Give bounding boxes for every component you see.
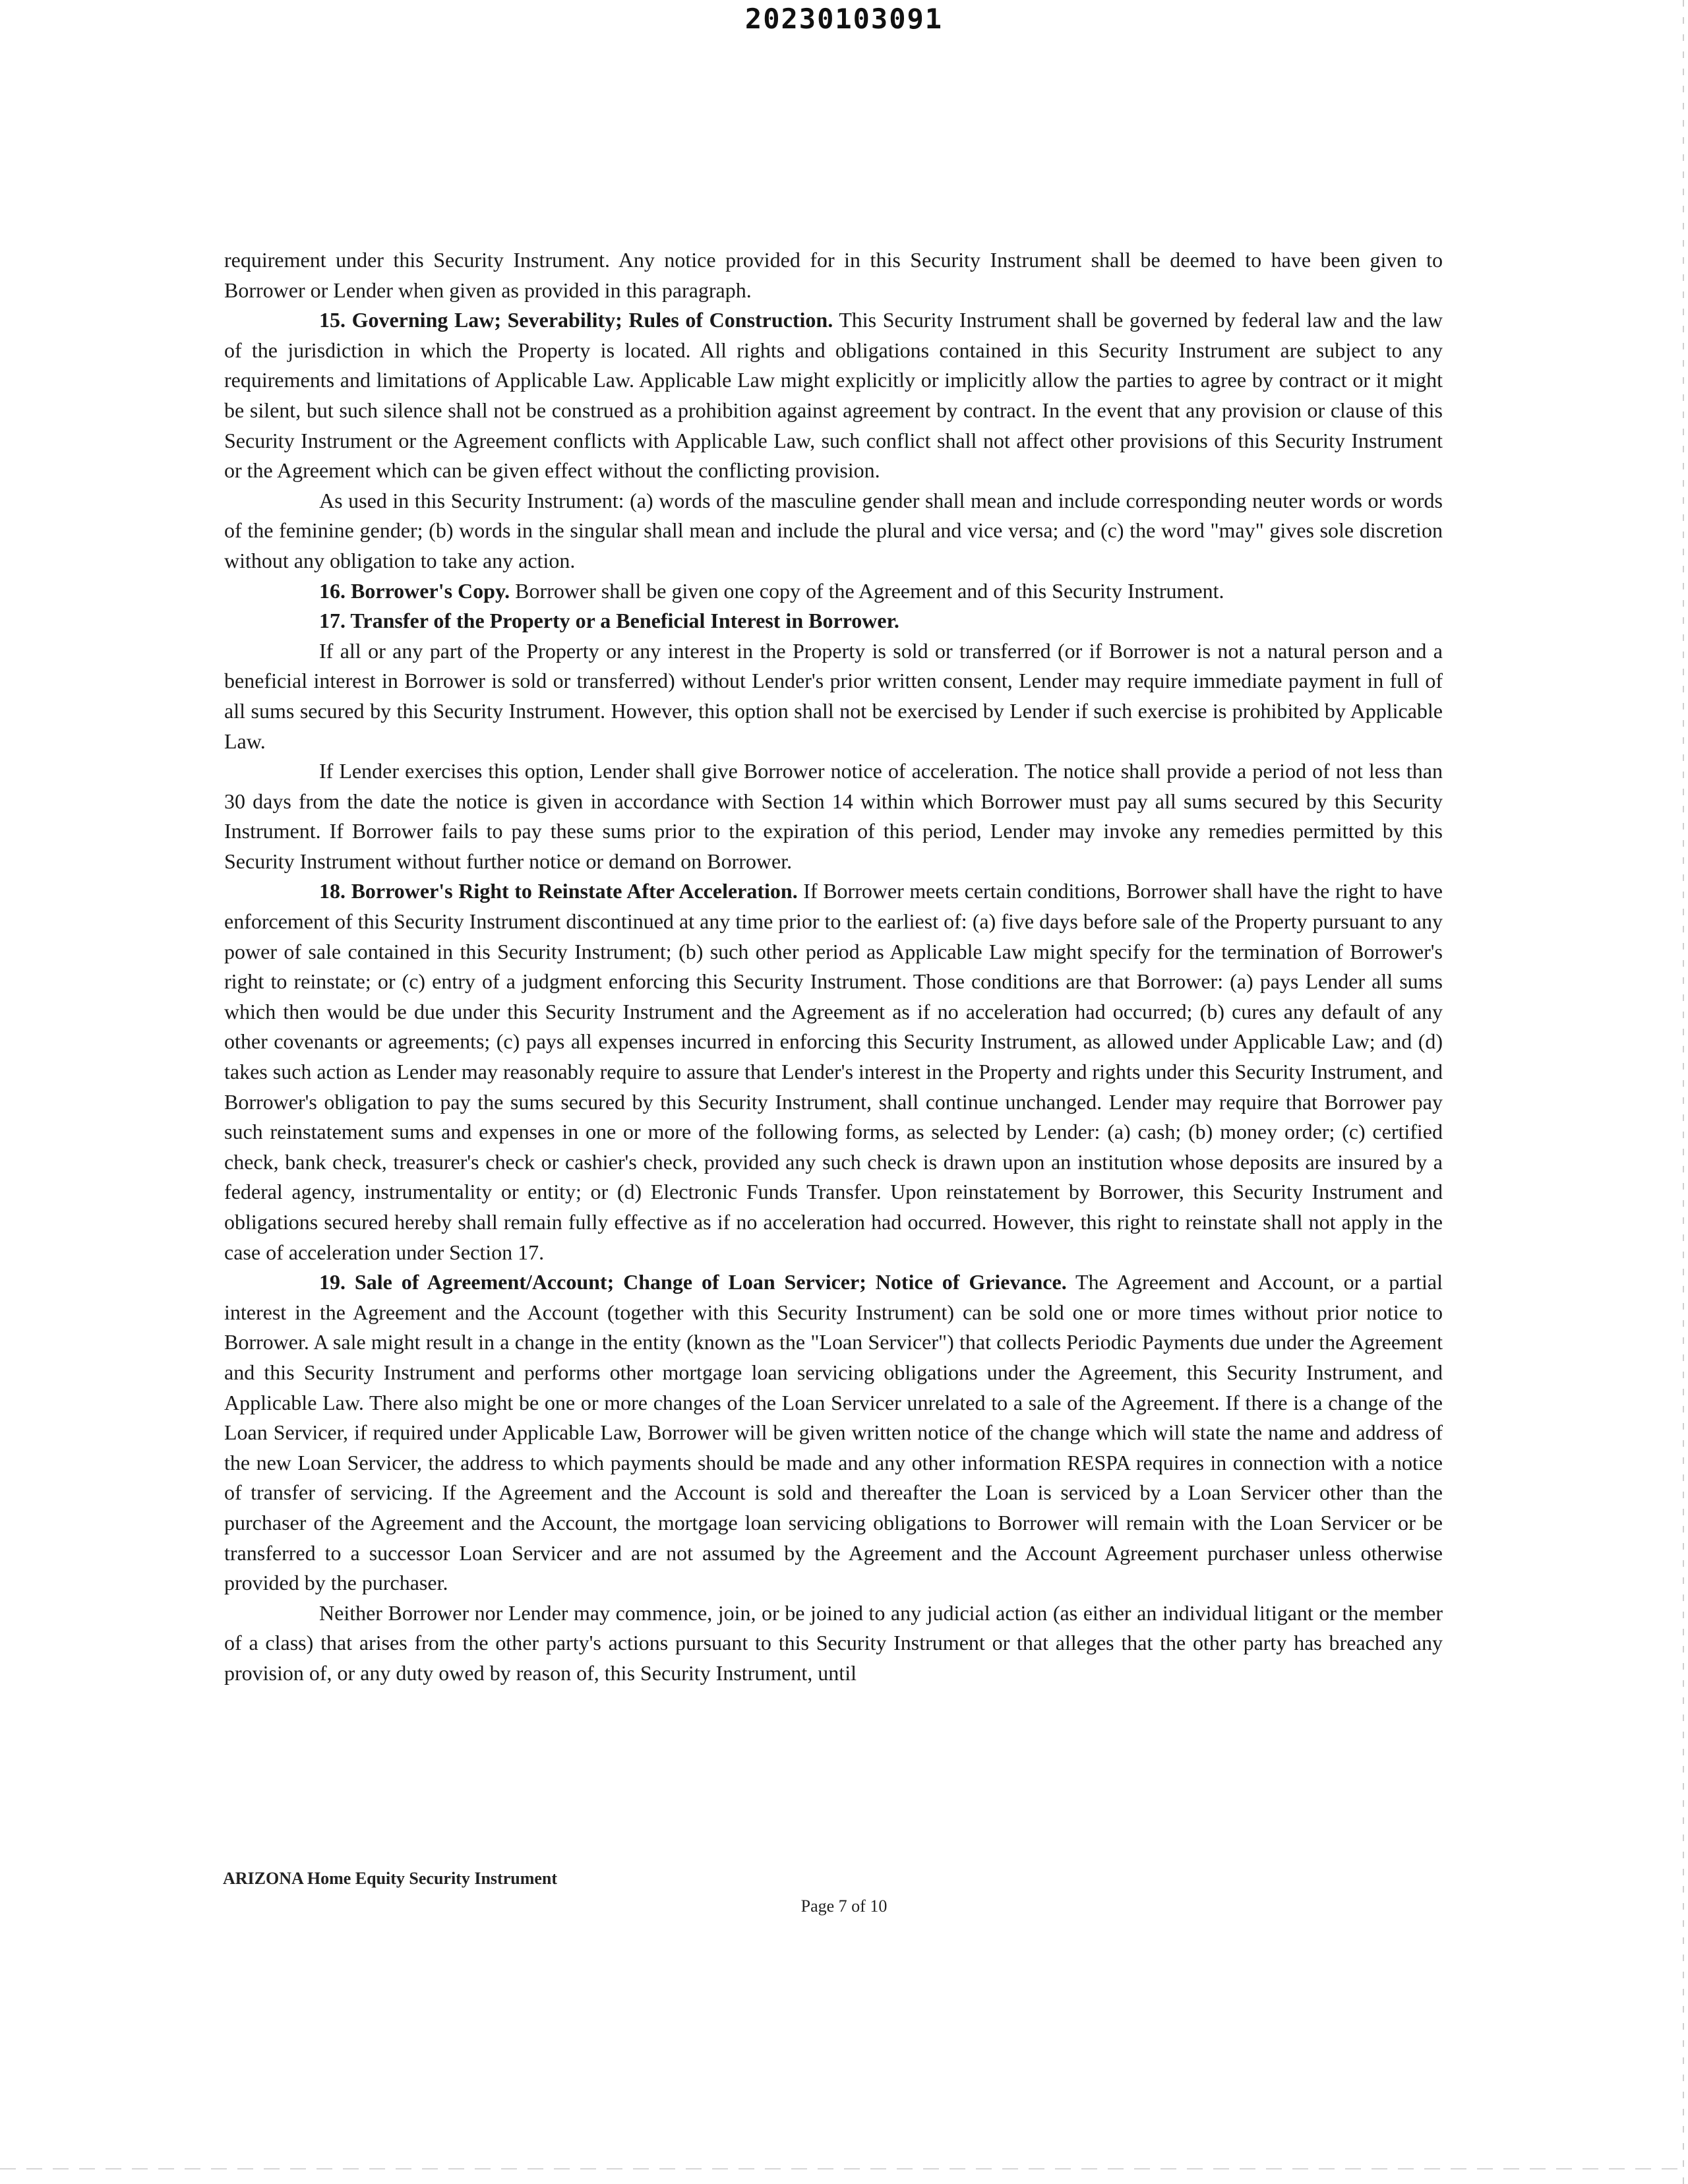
section-16-borrowers-copy xyxy=(224,576,1443,607)
section-15-governing-law xyxy=(224,305,1443,486)
section-heading: 16. Borrower's Copy. xyxy=(319,578,510,603)
paragraph-text: Neither Borrower nor Lender may commence, join, or be joined to any judicial action (as either an individual litigant or the member of a class) that arises from the other party's actions pursuant to this Security Instrument or that alleges that the other party has breached any provision of, or any duty owed by reason of, this Security Instrument, until xyxy=(224,1600,1443,1685)
section-heading: 18. Borrower's Right to Reinstate After Acceleration. xyxy=(319,879,798,903)
paragraph-text: If Borrower meets certain conditions, Borrower shall have the right to have enforcement of this Security Instrument discontinued at any time prior to the earliest of: (a) five days before sale of the Property pursuant to any power of sale contained in this Security Instrument; (b) such other period as Applicable Law might specify for the termination of Borrower's right to reinstate; or (c) entry of a judgment enforcing this Security Instrument. Those conditions are that Borrower: (a) pays Lender all sums which then would be due under this Security Instrument and the Agreement as if no acceleration had occurred; (b) cures any default of any other covenants or agreements; (c) pays all expenses incurred in enforcing this Security Instrument, as allowed under Applicable Law; and (d) takes such action as Lender may reasonably require to assure that Lender's interest in the Property and rights under this Security Instrument, and Borrower's obligation to pay the sums secured by this Security Instrument, shall continue unchanged. Lender may require that Borrower pay such reinstatement sums and expenses in one or more of the following forms, as selected by Lender: (a) cash; (b) money order; (c) certified check, bank check, treasurer's check or cashier's check, provided any such check is drawn upon an institution whose deposits are insured by a federal agency, instrumentality or entity; or (d) Electronic Funds Transfer. Upon reinstatement by Borrower, this Security Instrument and obligations secured hereby shall remain fully effective as if no acceleration had occurred. However, this right to reinstate shall not apply in the case of acceleration under Section 17. xyxy=(224,879,1443,1264)
footer-document-title: ARIZONA Home Equity Security Instrument xyxy=(223,1869,558,1888)
recording-number: 20230103091 xyxy=(744,3,944,35)
section-heading: 15. Governing Law; Severability; Rules of Construction. xyxy=(319,308,833,332)
scan-edge-bottom xyxy=(0,2168,1688,2169)
paragraph-text: requirement under this Security Instrument. Any notice provided for in this Security Instrument shall be deemed to have been given to Borrower or Lender when given as provided in this paragraph. xyxy=(224,248,1443,302)
paragraph-text: The Agreement and Account, or a partial interest in the Agreement and the Account (together with this Security Instrument) can be sold one or more times without prior notice to Borrower. A sale might result in a change in the entity (known as the "Loan Servicer") that collects Periodic Payments due under the Agreement and this Security Instrument and performs other mortgage loan servicing obligations under the Agreement, this Security Instrument, and Applicable Law. There also might be one or more changes of the Loan Servicer unrelated to a sale of the Agreement. If there is a change of the Loan Servicer, if required under Applicable Law, Borrower will be given written notice of the change which will state the name and address of the new Loan Servicer, the address to which payments should be made and any other information RESPA requires in connection with a notice of transfer of servicing. If the Agreement and the Account is sold and thereafter the Loan is serviced by a Loan Servicer other than the purchaser of the Agreement and the Account, the mortgage loan servicing obligations to Borrower will remain with the Loan Servicer or be transferred to a successor Loan Servicer and are not assumed by the Agreement and the Account Agreement purchaser unless otherwise provided by the purchaser. xyxy=(224,1270,1443,1595)
paragraph-text: As used in this Security Instrument: (a) words of the masculine gender shall mean and include corresponding neuter words or words of the feminine gender; (b) words in the singular shall mean and include the plural and vice versa; and (c) the word "may" gives sole discretion without any obligation to take any action. xyxy=(224,488,1443,572)
paragraph-text: If all or any part of the Property or any interest in the Property is sold or transferred (or if Borrower is not a natural person and a beneficial interest in Borrower is sold or transferred) without Lender's prior written consent, Lender may require immediate payment in full of all sums secured by this Security Instrument. However, this option shall not be exercised by Lender if such exercise is prohibited by Applicable Law. xyxy=(224,638,1443,753)
paragraph-text: This Security Instrument shall be governed by federal law and the law of the jurisdiction in which the Property is located. All rights and obligations contained in this Security Instrument are subject to any requirements and limitations of Applicable Law. Applicable Law might explicitly or implicitly allow the parties to agree by contract or it might be silent, but such silence shall not be construed as a prohibition against agreement by contract. In the event that any provision or clause of this Security Instrument or the Agreement conflicts with Applicable Law, such conflict shall not affect other provisions of this Security Instrument or the Agreement which can be given effect without the conflicting provision. xyxy=(224,308,1443,483)
section-18-reinstate xyxy=(224,876,1443,1267)
paragraph-text: If Lender exercises this option, Lender shall give Borrower notice of acceleration. The notice shall provide a period of not less than 30 days from the date the notice is given in accordance with Section 14 within which Borrower must pay all sums secured by this Security Instrument. If Borrower fails to pay these sums prior to the expiration of this period, Lender may invoke any remedies permitted by this Security Instrument without further notice or demand on Borrower. xyxy=(224,759,1443,873)
section-17-transfer xyxy=(224,606,1443,636)
paragraph-text: Borrower shall be given one copy of the Agreement and of this Security Instrument. xyxy=(510,578,1224,603)
paragraph xyxy=(224,756,1443,876)
paragraph xyxy=(224,486,1443,576)
paragraph xyxy=(224,245,1443,305)
section-heading: 17. Transfer of the Property or a Beneficial Interest in Borrower. xyxy=(319,609,899,633)
section-heading: 19. Sale of Agreement/Account; Change of Loan Servicer; Notice of Grievance. xyxy=(319,1270,1067,1294)
page-number: Page 7 of 10 xyxy=(800,1896,888,1916)
paragraph xyxy=(224,1598,1443,1689)
section-19-sale-of-agreement xyxy=(224,1267,1443,1598)
scan-edge-right xyxy=(1683,0,1684,2184)
document-body xyxy=(224,245,1443,1689)
paragraph xyxy=(224,636,1443,756)
